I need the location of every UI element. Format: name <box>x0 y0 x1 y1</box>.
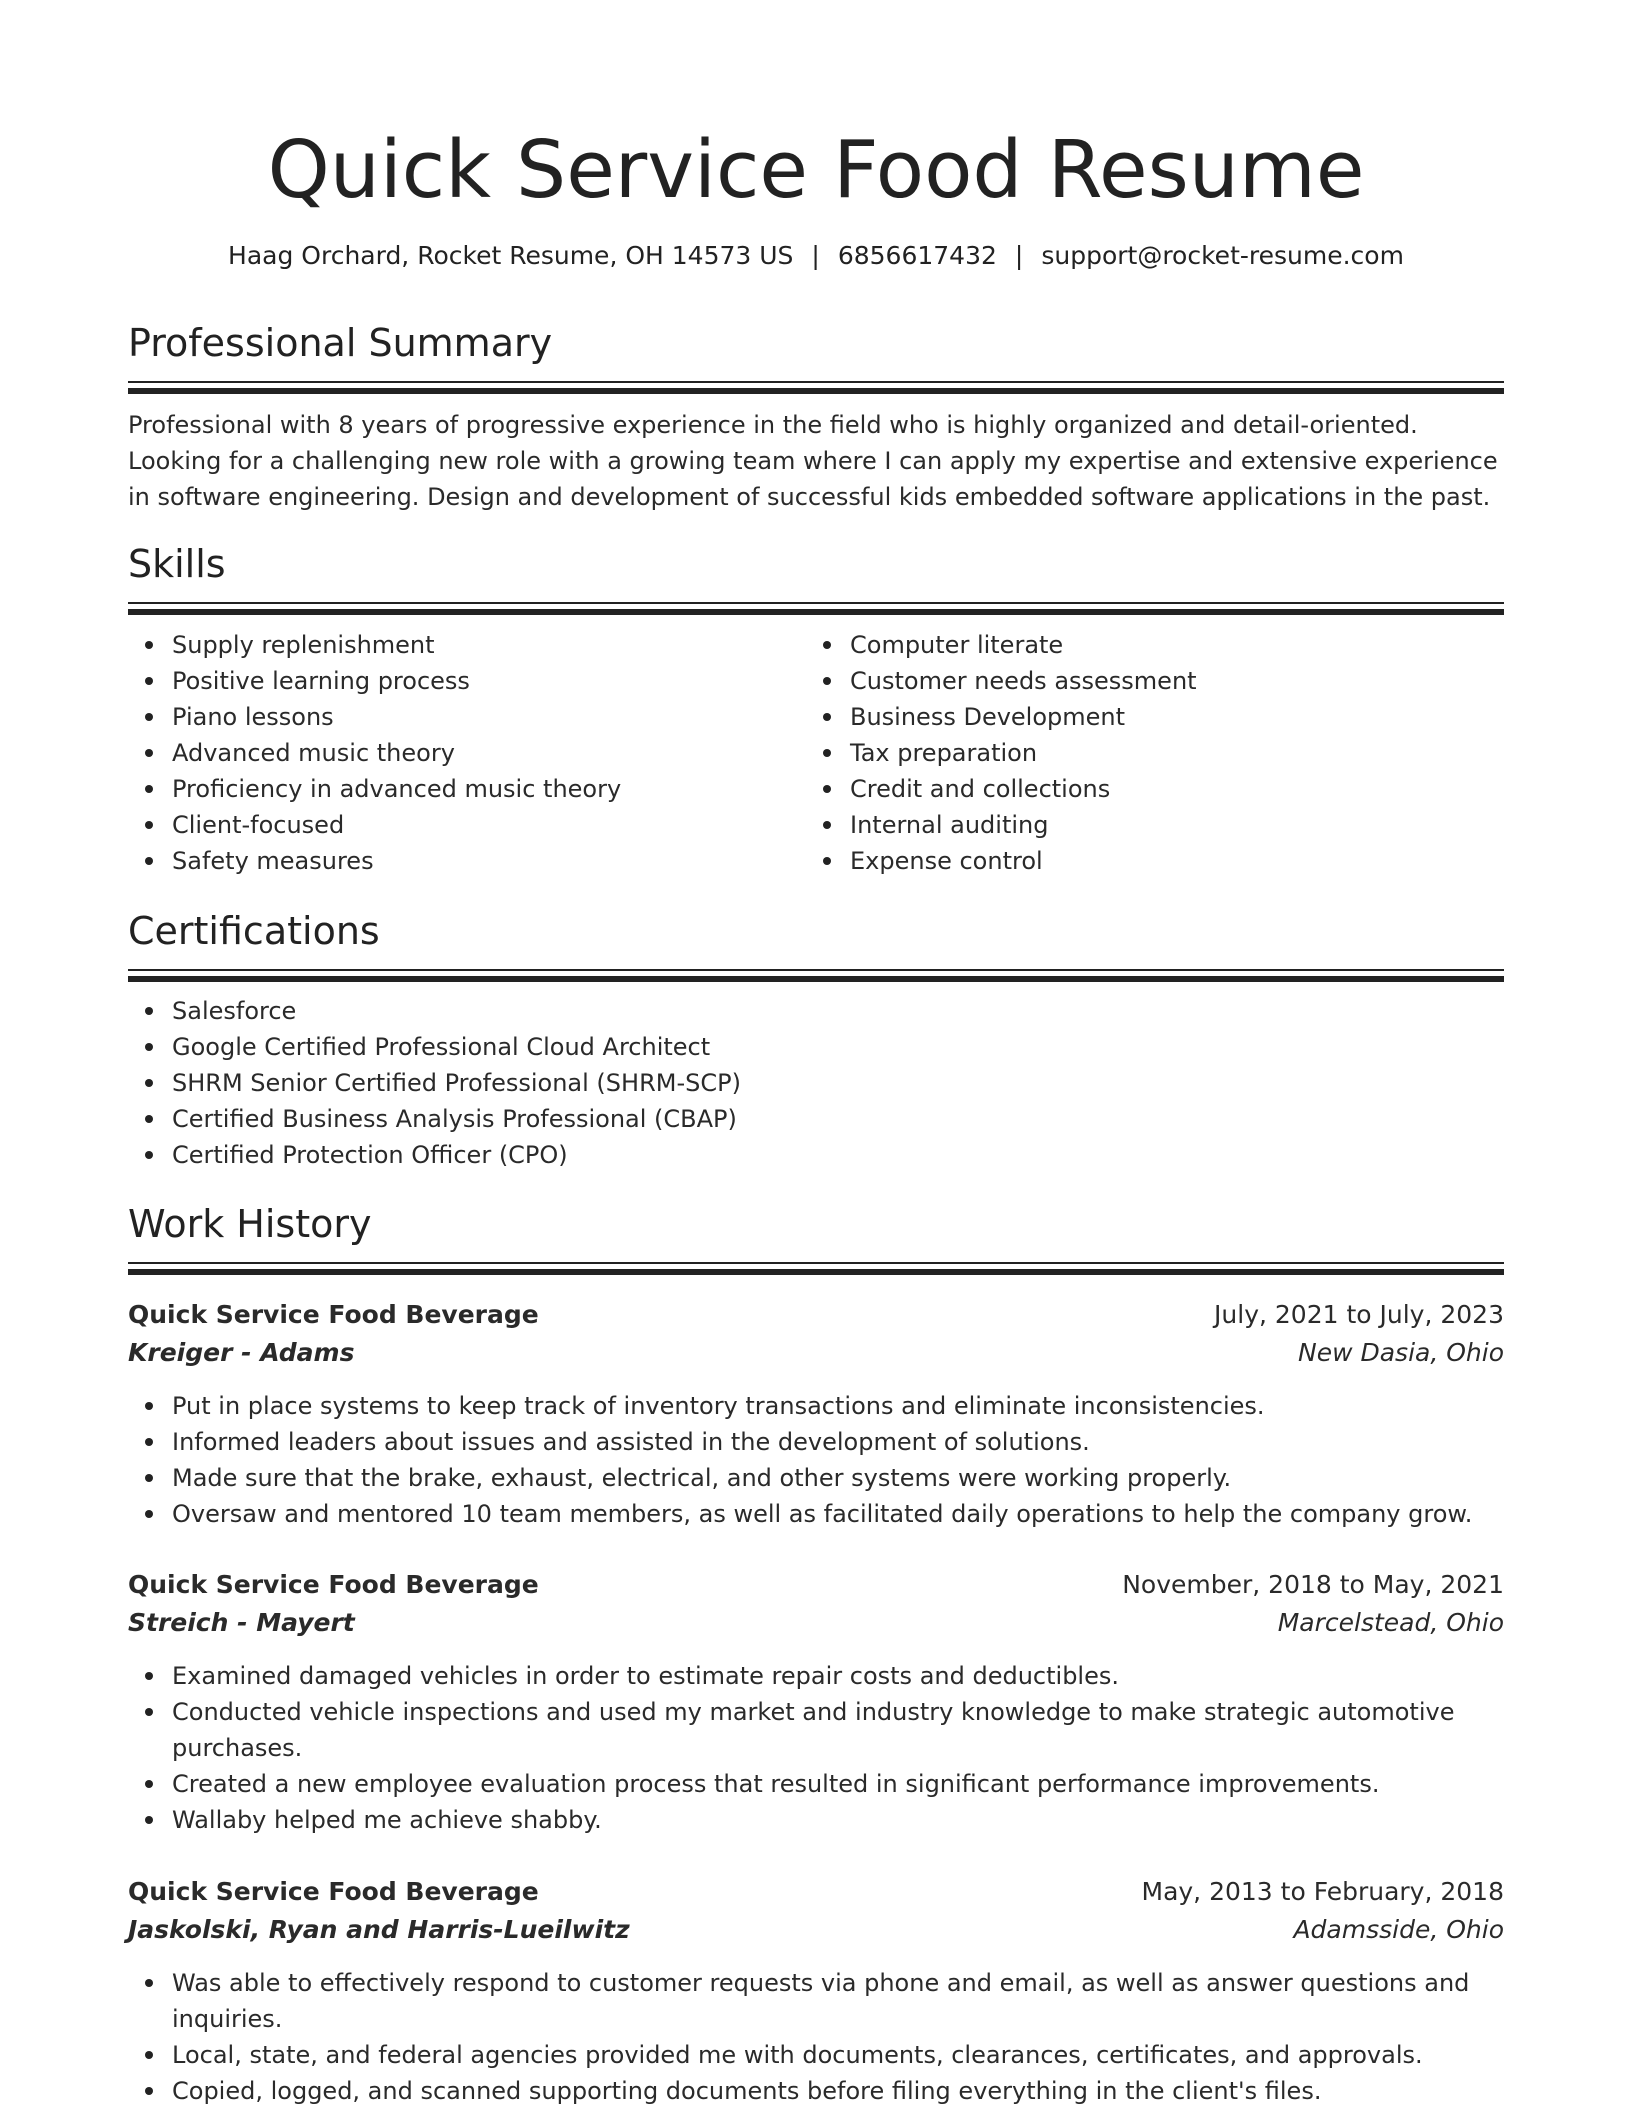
job-location: Adamsside, Ohio <box>1293 1915 1504 1944</box>
certification-item: SHRM Senior Certified Professional (SHRM-SCP) <box>172 1065 1504 1101</box>
section-divider <box>128 1262 1504 1276</box>
contact-separator: | <box>1014 241 1024 270</box>
section-heading: Professional Summary <box>128 321 553 365</box>
skill-item: Internal auditing <box>850 807 1484 843</box>
certification-item: Google Certified Professional Cloud Architect <box>172 1029 1504 1065</box>
section-divider <box>128 381 1504 395</box>
job-dates: May, 2013 to February, 2018 <box>1141 1877 1504 1906</box>
job-bullet: Copied, logged, and scanned supporting documents before filing everything in the client's files. <box>172 2073 1504 2109</box>
job-bullets <box>128 1965 1504 2109</box>
job-bullets <box>128 1388 1504 1532</box>
job-header <box>128 1566 1504 1604</box>
contact-phone: 6856617432 <box>837 241 997 270</box>
section-heading: Work History <box>128 1202 372 1246</box>
job-dates: July, 2021 to July, 2023 <box>1214 1300 1504 1329</box>
section-divider <box>128 969 1504 983</box>
skill-item: Client-focused <box>172 807 806 843</box>
skills-section <box>128 539 1504 879</box>
section-heading: Certifications <box>128 909 380 953</box>
certifications-list <box>128 993 1504 1173</box>
skill-item: Tax preparation <box>850 735 1484 771</box>
section-divider <box>128 602 1504 616</box>
job-title: Quick Service Food Beverage <box>128 1877 539 1906</box>
job-location: New Dasia, Ohio <box>1298 1338 1504 1367</box>
summary-text: Professional with 8 years of progressive experience in the field who is highly organized and detail-oriented. Looking for a challenging new role with a growing team where I can apply my expertise and extensive experience in software engineering. Design and development of successful kids embedded software applications in the past. <box>128 411 1498 511</box>
job-subheader <box>128 1911 1504 1949</box>
skills-columns <box>128 627 1504 879</box>
job-title: Quick Service Food Beverage <box>128 1570 539 1599</box>
skills-column-right <box>806 627 1484 879</box>
certifications-section <box>128 906 1504 1173</box>
job-bullet: Wallaby helped me achieve shabby. <box>172 1802 1504 1838</box>
contact-address: Haag Orchard, Rocket Resume, OH 14573 US <box>228 241 794 270</box>
skill-item: Proficiency in advanced music theory <box>172 771 806 807</box>
job-header <box>128 1873 1504 1911</box>
section-heading: Skills <box>128 542 226 586</box>
job-bullet: Was able to effectively respond to customer requests via phone and email, as well as answer questions and inquiries. <box>172 1965 1504 2037</box>
job-title: Quick Service Food Beverage <box>128 1300 539 1329</box>
job-bullet: Informed leaders about issues and assisted in the development of solutions. <box>172 1424 1504 1460</box>
skills-list-right <box>806 627 1484 879</box>
skill-item: Supply replenishment <box>172 627 806 663</box>
contact-line <box>128 236 1504 276</box>
job-company: Kreiger - Adams <box>128 1338 355 1367</box>
skill-item: Customer needs assessment <box>850 663 1484 699</box>
job-dates: November, 2018 to May, 2021 <box>1122 1570 1504 1599</box>
job-bullet: Oversaw and mentored 10 team members, as well as facilitated daily operations to help the company grow. <box>172 1496 1504 1532</box>
job-bullet: Put in place systems to keep track of inventory transactions and eliminate inconsistencies. <box>172 1388 1504 1424</box>
certification-item: Certified Protection Officer (CPO) <box>172 1137 1504 1173</box>
skill-item: Advanced music theory <box>172 735 806 771</box>
job-header <box>128 1296 1504 1334</box>
summary-section <box>128 318 1504 515</box>
job-entry <box>128 1873 1504 2109</box>
job-entry <box>128 1296 1504 1532</box>
certification-item: Salesforce <box>172 993 1504 1029</box>
skill-item: Positive learning process <box>172 663 806 699</box>
job-subheader <box>128 1334 1504 1372</box>
job-entry <box>128 1566 1504 1838</box>
job-company: Streich - Mayert <box>128 1608 355 1637</box>
job-location: Marcelstead, Ohio <box>1277 1608 1504 1637</box>
job-bullet: Made sure that the brake, exhaust, electrical, and other systems were working properly. <box>172 1460 1504 1496</box>
job-bullet: Created a new employee evaluation process that resulted in significant performance improvements. <box>172 1766 1504 1802</box>
contact-email: support@rocket-resume.com <box>1041 241 1404 270</box>
skill-item: Business Development <box>850 699 1484 735</box>
skill-item: Safety measures <box>172 843 806 879</box>
job-bullet: Examined damaged vehicles in order to estimate repair costs and deductibles. <box>172 1658 1504 1694</box>
skill-item: Expense control <box>850 843 1484 879</box>
resume-title: Quick Service Food Resume <box>267 124 1365 216</box>
job-subheader <box>128 1604 1504 1642</box>
skill-item: Credit and collections <box>850 771 1484 807</box>
contact-separator: | <box>811 241 820 270</box>
skills-column-left <box>128 627 806 879</box>
skill-item: Piano lessons <box>172 699 806 735</box>
job-company: Jaskolski, Ryan and Harris-Lueilwitz <box>128 1915 630 1944</box>
skill-item: Computer literate <box>850 627 1484 663</box>
work-section <box>128 1199 1504 1276</box>
skills-list-left <box>128 627 806 879</box>
job-bullets <box>128 1658 1504 1838</box>
job-bullet: Local, state, and federal agencies provided me with documents, clearances, certificates, and approvals. <box>172 2037 1504 2073</box>
job-bullet: Conducted vehicle inspections and used my market and industry knowledge to make strategic automotive purchases. <box>172 1694 1504 1766</box>
certification-item: Certified Business Analysis Professional (CBAP) <box>172 1101 1504 1137</box>
